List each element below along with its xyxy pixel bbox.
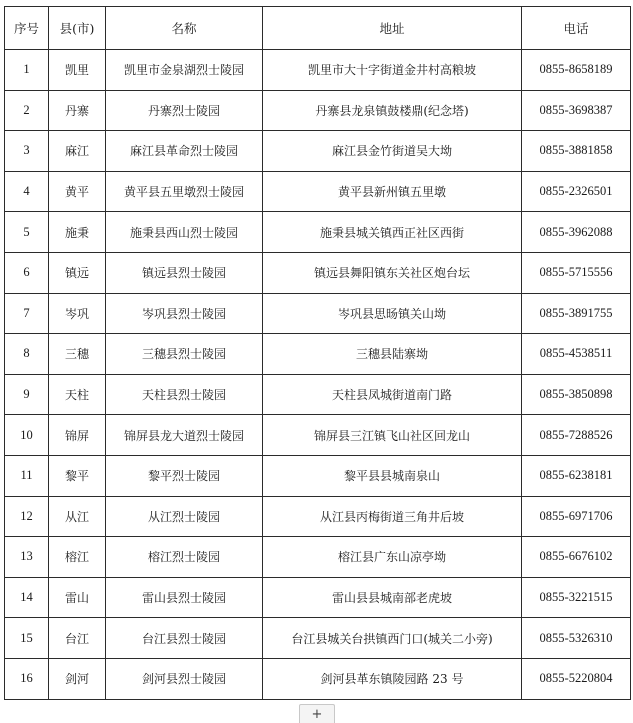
cell-address: 黄平县新州镇五里墩 (263, 171, 522, 212)
memorial-table (4, 6, 631, 700)
cell-county: 天柱 (49, 374, 106, 415)
cell-index: 11 (5, 455, 49, 496)
table-row (5, 293, 631, 334)
cell-phone: 0855-5220804 (522, 658, 631, 699)
cell-county: 台江 (49, 618, 106, 659)
cell-address: 从江县丙梅街道三角井后坡 (263, 496, 522, 537)
cell-address: 雷山县县城南部老虎坡 (263, 577, 522, 618)
cell-name: 天柱县烈士陵园 (106, 374, 263, 415)
cell-index: 15 (5, 618, 49, 659)
table-row (5, 334, 631, 375)
cell-address: 岑巩县思旸镇关山坳 (263, 293, 522, 334)
cell-name: 黄平县五里墩烈士陵园 (106, 171, 263, 212)
cell-index: 14 (5, 577, 49, 618)
cell-address: 丹寨县龙泉镇鼓楼鼎(纪念塔) (263, 90, 522, 131)
cell-phone: 0855-3881858 (522, 131, 631, 172)
cell-index: 3 (5, 131, 49, 172)
cell-phone: 0855-6971706 (522, 496, 631, 537)
header-name: 名称 (106, 7, 263, 50)
header-phone: 电话 (522, 7, 631, 50)
cell-phone: 0855-6238181 (522, 455, 631, 496)
cell-index: 1 (5, 50, 49, 91)
table-row (5, 252, 631, 293)
cell-county: 凯里 (49, 50, 106, 91)
cell-county: 镇远 (49, 252, 106, 293)
cell-index: 5 (5, 212, 49, 253)
table-row (5, 537, 631, 578)
cell-address: 锦屏县三江镇飞山社区回龙山 (263, 415, 522, 456)
cell-name: 三穗县烈士陵园 (106, 334, 263, 375)
cell-county: 黄平 (49, 171, 106, 212)
cell-phone: 0855-4538511 (522, 334, 631, 375)
table-row (5, 50, 631, 91)
cell-phone: 0855-6676102 (522, 537, 631, 578)
table-row (5, 415, 631, 456)
cell-phone: 0855-5715556 (522, 252, 631, 293)
cell-name: 丹寨烈士陵园 (106, 90, 263, 131)
cell-county: 麻江 (49, 131, 106, 172)
cell-index: 4 (5, 171, 49, 212)
cell-county: 黎平 (49, 455, 106, 496)
table-row (5, 171, 631, 212)
cell-name: 施秉县西山烈士陵园 (106, 212, 263, 253)
cell-index: 6 (5, 252, 49, 293)
cell-phone: 0855-5326310 (522, 618, 631, 659)
table-row (5, 577, 631, 618)
cell-phone: 0855-2326501 (522, 171, 631, 212)
cell-name: 凯里市金泉湖烈士陵园 (106, 50, 263, 91)
table-header (5, 7, 631, 50)
cell-county: 榕江 (49, 537, 106, 578)
cell-phone: 0855-3698387 (522, 90, 631, 131)
cell-name: 台江县烈士陵园 (106, 618, 263, 659)
header-index: 序号 (5, 7, 49, 50)
cell-name: 剑河县烈士陵园 (106, 658, 263, 699)
cell-address: 天柱县凤城街道南门路 (263, 374, 522, 415)
cell-address: 剑河县革东镇陵园路 23 号 (263, 658, 522, 699)
table-row (5, 374, 631, 415)
cell-name: 锦屏县龙大道烈士陵园 (106, 415, 263, 456)
cell-address: 施秉县城关镇西正社区西街 (263, 212, 522, 253)
cell-name: 从江烈士陵园 (106, 496, 263, 537)
cell-name: 岑巩县烈士陵园 (106, 293, 263, 334)
cell-address: 镇远县舞阳镇东关社区炮台坛 (263, 252, 522, 293)
cell-phone: 0855-3962088 (522, 212, 631, 253)
cell-index: 16 (5, 658, 49, 699)
cell-index: 7 (5, 293, 49, 334)
table-row (5, 212, 631, 253)
header-county: 县(市) (49, 7, 106, 50)
cell-index: 2 (5, 90, 49, 131)
table-row (5, 455, 631, 496)
cell-phone: 0855-3221515 (522, 577, 631, 618)
header-address: 地址 (263, 7, 522, 50)
cell-address: 黎平县县城南泉山 (263, 455, 522, 496)
cell-phone: 0855-8658189 (522, 50, 631, 91)
cell-index: 10 (5, 415, 49, 456)
cell-county: 三穗 (49, 334, 106, 375)
cell-index: 13 (5, 537, 49, 578)
cell-name: 黎平烈士陵园 (106, 455, 263, 496)
cell-name: 镇远县烈士陵园 (106, 252, 263, 293)
cell-county: 雷山 (49, 577, 106, 618)
table-row (5, 618, 631, 659)
table-row (5, 131, 631, 172)
cell-address: 麻江县金竹街道吴大坳 (263, 131, 522, 172)
table-row (5, 658, 631, 699)
header-row (5, 7, 631, 50)
cell-address: 台江县城关台拱镇西门口(城关二小旁) (263, 618, 522, 659)
cell-name: 榕江烈士陵园 (106, 537, 263, 578)
table-row (5, 90, 631, 131)
cell-index: 9 (5, 374, 49, 415)
cell-phone: 0855-3850898 (522, 374, 631, 415)
cell-county: 锦屏 (49, 415, 106, 456)
table-body (5, 50, 631, 700)
cell-address: 凯里市大十字街道金井村高粮坡 (263, 50, 522, 91)
cell-county: 从江 (49, 496, 106, 537)
cell-address: 三穗县陆寨坳 (263, 334, 522, 375)
cell-county: 剑河 (49, 658, 106, 699)
table-row (5, 496, 631, 537)
add-sheet-button[interactable]: + (299, 704, 335, 723)
cell-phone: 0855-3891755 (522, 293, 631, 334)
cell-name: 麻江县革命烈士陵园 (106, 131, 263, 172)
cut-off-heading (258, 0, 368, 4)
cell-index: 12 (5, 496, 49, 537)
cell-phone: 0855-7288526 (522, 415, 631, 456)
cell-index: 8 (5, 334, 49, 375)
cell-county: 施秉 (49, 212, 106, 253)
cell-name: 雷山县烈士陵园 (106, 577, 263, 618)
cell-address: 榕江县广东山凉亭坳 (263, 537, 522, 578)
cell-county: 岑巩 (49, 293, 106, 334)
cell-county: 丹寨 (49, 90, 106, 131)
